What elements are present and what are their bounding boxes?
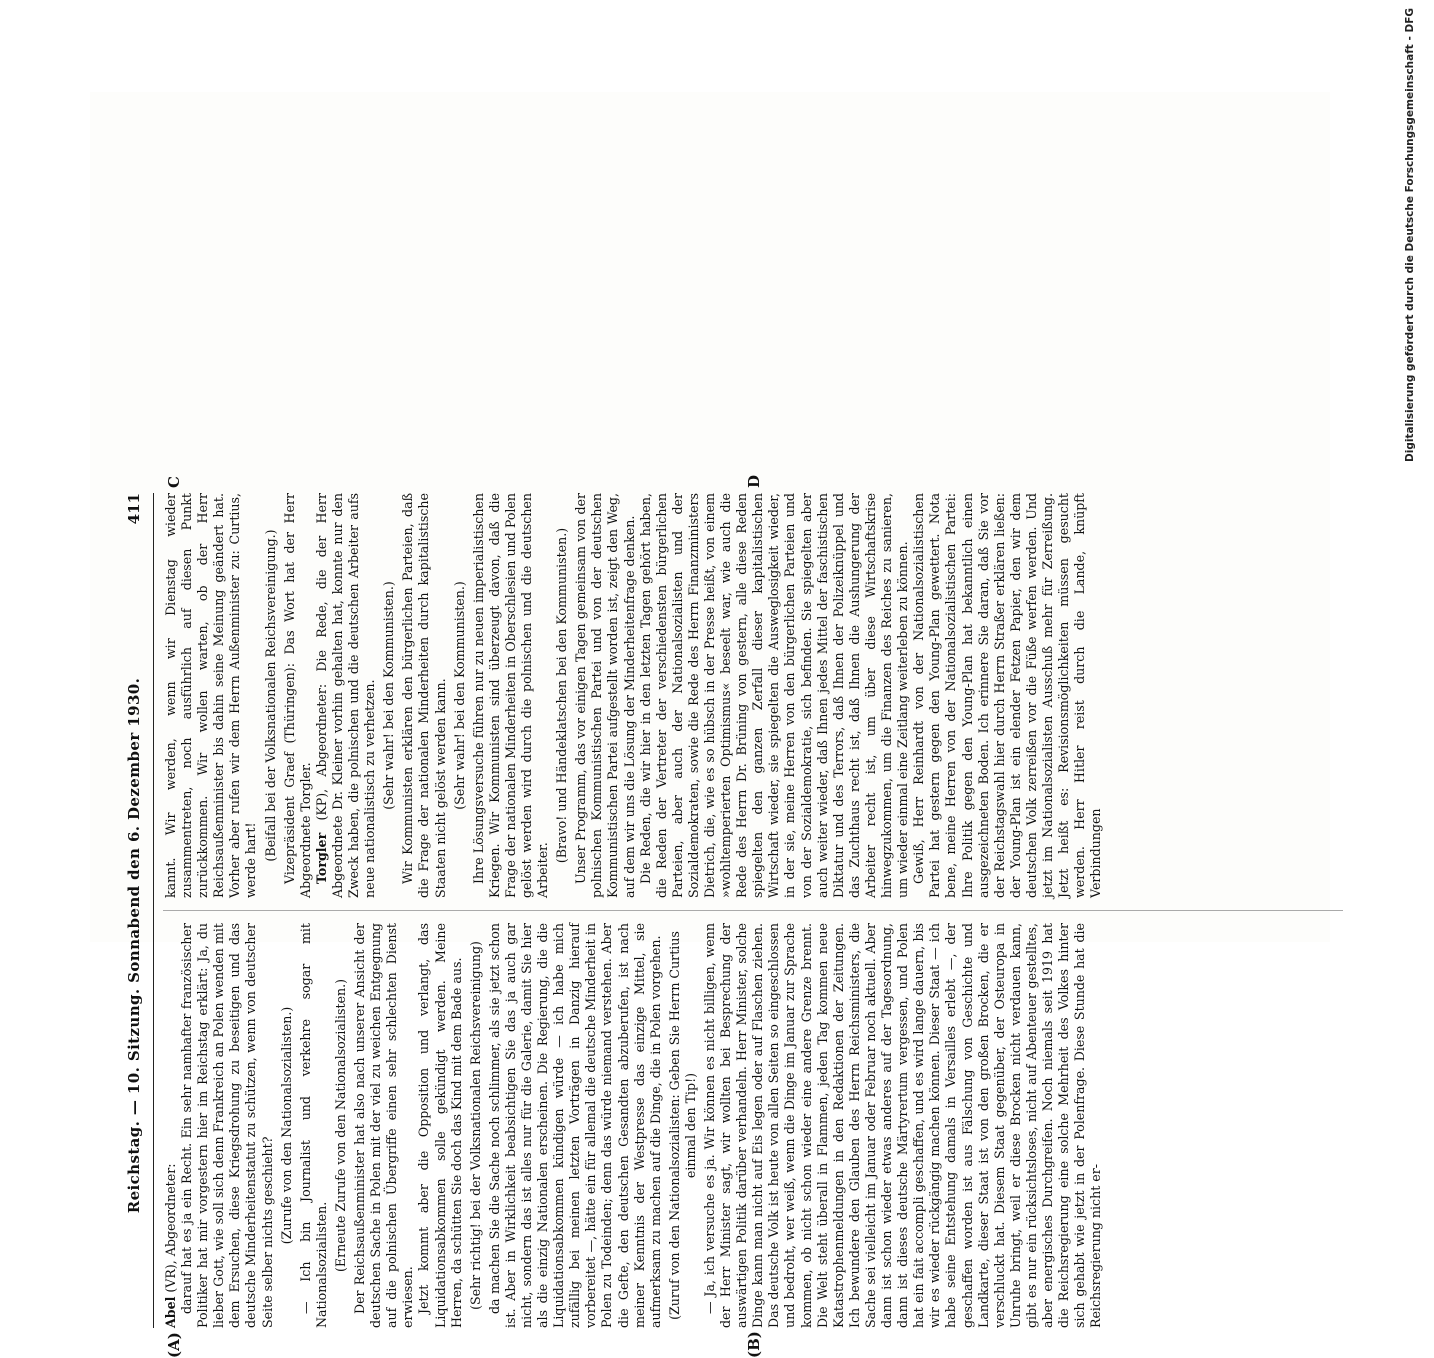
paragraph: kannt. Wir werden, wenn wir Dienstag wieder zusammentreten, noch ausführlich auf diesen Punkt zurückkommen. Wir wollen warten, ob der Herr Reichsaußenminister bis dahin seine Meinung geändert hat. Vorher aber rufen wir dem Herrn Außenminister zu: Curtius, werde hart! xyxy=(163,493,259,898)
credit-text: Digitalisierung gefördert durch die Deutsche Forschungsgemeinschaft - DFG xyxy=(1404,8,1416,462)
page-header xyxy=(125,493,155,1328)
margin-marker-c: C xyxy=(165,476,183,488)
interjection: (Zuruf von den Nationalsozialisten: Geben Sie Herrn Curtius einmal den Tip!) xyxy=(666,931,698,1320)
interjection: (Sehr richtig! bei der Volksnationalen Reichsvereinigung) xyxy=(467,941,483,1310)
scanned-page xyxy=(90,92,1330,1358)
speaker-name: Torgler xyxy=(313,832,329,884)
speaker-suffix: (VR), Abgeordneter: xyxy=(163,1163,178,1297)
margin-marker-b: (B) xyxy=(745,1331,763,1358)
rotated-page-content xyxy=(125,474,1347,1358)
paragraph: — Ich bin Journalist und verkehre sogar mit Nationalsozialisten. xyxy=(297,923,329,1328)
digitization-credit xyxy=(1395,8,1425,988)
paragraph: Unser Programm, das vor einigen Tagen gemeinsam von der polnischen Kommunistischen Partei und von der deutschen Kommunistischen Partei aufgestellt worden ist, zeigt den Weg, auf dem wir uns die Lösung der Minderheitenfrage denken. xyxy=(573,493,637,898)
paragraph: Der Reichsaußenminister hat also nach unserer Ansicht der deutschen Sache in Polen mit der viel zu weichen Entgegnung auf die polnischen Übergriffe einen sehr schlechten Dienst erwiesen. xyxy=(352,923,416,1328)
page-number: 411 xyxy=(125,493,143,525)
right-column xyxy=(163,493,1104,898)
interjection: (Bravo! und Händeklatschen bei den Kommunisten.) xyxy=(554,527,570,864)
column-separator xyxy=(163,910,1343,911)
paragraph: Wir Kommunisten erklären den bürgerlichen Parteien, daß die Frage der nationalen Minderheiten durch kapitalistische Staaten nicht gelöst werden kann. xyxy=(400,493,448,898)
paragraph: Gewiß, Herr Reinhardt von der Nationalsozialistischen Partei hat gestern gegen den Young-Plan gewettert. Nota bene, meine Herren von der Nationalsozialistischen Partei: Ihre Politik gegen den Young-Plan hat bekanntlich einen ausgezeichneten Boden. Ich erinnere Sie daran, daß Sie vor der Reichstagswahl hier durch Herrn Straßer erklären ließen: der Young-Plan ist ein elender Fetzen Papier, den wir dem deutschen Volk zerreißen vor die Füße werfen werden. Und jetzt im Nationalsozialisten Ausschuß mehr für Zerreißung. Jetzt heißt es: Revisionsmöglichkeiten müssen gesucht werden. Herr Hitler reist durch die Lande, knüpft Verbindungen xyxy=(911,493,1104,898)
paragraph: Ihre Lösungsversuche führen nur zu neuen imperialistischen Kriegen. Wir Kommunisten sind überzeugt davon, daß die Frage der nationalen Minderheiten in Oberschlesien und Polen gelöst werden wird durch die polnischen und die deutschen Arbeiter. xyxy=(470,493,551,898)
interjection: (Erneute Zurufe von den Nationalsozialisten.) xyxy=(332,979,348,1272)
paragraph: Jetzt kommt aber die Opposition und verlangt, das Liquidationsabkommen solle gekündigt werden. Meine Herren, da schütten Sie doch das Kind mit dem Bade aus. xyxy=(416,923,464,1328)
interjection: (Zurufe von den Nationalsozialisten.) xyxy=(278,1006,294,1245)
left-column xyxy=(163,923,1104,1328)
margin-marker-d: D xyxy=(745,474,763,488)
interjection: (Sehr wahr! bei den Kommunisten.) xyxy=(381,581,397,810)
speaker-line xyxy=(163,923,179,1328)
paragraph: Vizepräsident Graef (Thüringen): Das Wort hat der Herr Abgeordnete Torgler. xyxy=(281,493,313,898)
paragraph: Die Reden, die wir hier in den letzten Tagen gehört haben, die Reden der Vertreter der verschiedensten bürgerlichen Parteien, aber auch der Nationalsozialisten und der Sozialdemokraten, sowie die Rede des Herrn Finanzministers Dietrich, die, wie es so hübsch in der Presse heißt, von einem »wohltemperierten Optimismus« beseelt war, wie auch die Rede des Herrn Dr. Brüning von gestern, alle diese Reden spiegelten den ganzen Zerfall dieser kapitalistischen Wirtschaft wieder, sie spiegelten die Ausweglosigkeit wieder, in der sie, meine Herren von den bürgerlichen Parteien und von der Sozialdemokratie, sich befinden. Sie spiegelten aber auch weiter wieder, daß Ihnen jedes Mittel der faschistischen Diktatur und des Terrors, daß Ihnen der Polizeiknüppel und das Zuchthaus recht ist, daß Ihnen die Aushungerung der Arbeiter recht ist, um über diese Wirtschaftskrise hinwegzukommen, um die Finanzen des Reiches zu sanieren, um wieder einmal eine Zeitlang weiterleben zu können. xyxy=(637,493,911,898)
speaker-line xyxy=(314,493,378,898)
paragraph: — Ja, ich versuche es ja. Wir können es nicht billigen, wenn der Herr Minister sagt, wir wollten bei Besprechung der auswärtigen Politik darüber verhandeln. Herr Minister, solche Dinge kann man nicht auf Eis legen oder auf Flaschen ziehen. Das deutsche Volk ist heute von allen Seiten so eingeschlossen und bedroht, wer weiß, wenn die Dinge im Januar zur Sprache kommen, ob nicht schon wieder eine andere Grenze brennt. Die Welt steht überall in Flammen, jeden Tag kommen neue Katastrophenmeldungen in den Redaktionen der Zeitungen. Ich bewundere den Glauben des Herrn Reichsministers, die Sache sei vielleicht im Januar oder Februar noch aktuell. Aber dann ist schon wieder etwas anderes auf der Tagesordnung, dann ist dieses deutsche Märtyrertum vergessen, und Polen hat ein fait accompli geschaffen, und es wird lange dauern, bis wir es wieder rückgängig machen können. Dieser Staat — ich habe seine Entstehung damals in Versailles erlebt —, der geschaffen worden ist aus Fälschung von Geschichte und Landkarte, dieser Staat ist von den großen Brocken, die er verschluckt hat. Diesem Staat gegenüber, der Osteuropa in Unruhe bringt, weil er diese Brocken nicht verdauen kann, gibt es nur ein rücksichtsloses, nicht auf Abenteuer gestelltes, aber energisches Durchgreifen. Noch niemals seit 1919 hat die Reichsregierung eine solche Mehrheit des Volkes hinter sich gehabt wie jetzt in der Polenfrage. Diese Stunde hat die Reichsregierung nicht er- xyxy=(702,923,1104,1328)
interjection: (Sehr wahr! bei den Kommunisten.) xyxy=(451,581,467,810)
speaker-suffix: (KP), Abgeordneter: Die Rede, die der Herr Abgeordnete Dr. Kleiner vorhin gehalten hat, konnte nur den Zweck haben, die polnischen und die deutschen Arbeiter aufs neue nationalistisch zu verhetzen. xyxy=(313,493,378,898)
paragraph: darauf hat es ja ein Recht. Ein sehr namhafter französischer Politiker hat mir vorgestern hier im Reichstag erklärt: Ja, du lieber Gott, wie soll sich denn Frankreich an Polen wenden mit dem Ersuchen, diese Kriegsdrohung zu beseitigen und das deutsche Minderheitenstatut zu schützen, wenn von deutscher Seite selber nichts geschieht? xyxy=(179,923,275,1328)
header-rule xyxy=(153,493,154,1328)
paragraph: da machen Sie die Sache noch schlimmer, als sie jetzt schon ist. Aber in Wirklichkeit beabsichtigen Sie das ja auch gar nicht, sondern das ist alles nur für die Galerie, damit Sie hier als die einzig Nationalen erscheinen. Die Regierung, die die Liquidationsabkommen kündigen würde — ich habe mich zufällig bei meinen letzten Vorträgen in Danzig hierauf vorbereitet —, hätte ein für allemal die deutsche Minderheit in Polen zu Todeinden; denn das würde niemand verstehen. Aber die Gefte, den deutschen Gesandten abzuberufen, ist nach meiner Kenntnis der Westpresse das einzige Mittel, sie aufmerksam zu machen auf die Dinge, die in Polen vorgehen. xyxy=(486,923,663,1328)
interjection: (Beifall bei der Volksnationalen Reichsvereinigung.) xyxy=(262,529,278,862)
speaker-name: Abel xyxy=(163,1296,178,1328)
margin-marker-a: (A) xyxy=(165,1332,183,1358)
running-title: Reichstag. — 10. Sitzung. Sonnabend den 6. Dezember 1930. xyxy=(125,677,143,1214)
